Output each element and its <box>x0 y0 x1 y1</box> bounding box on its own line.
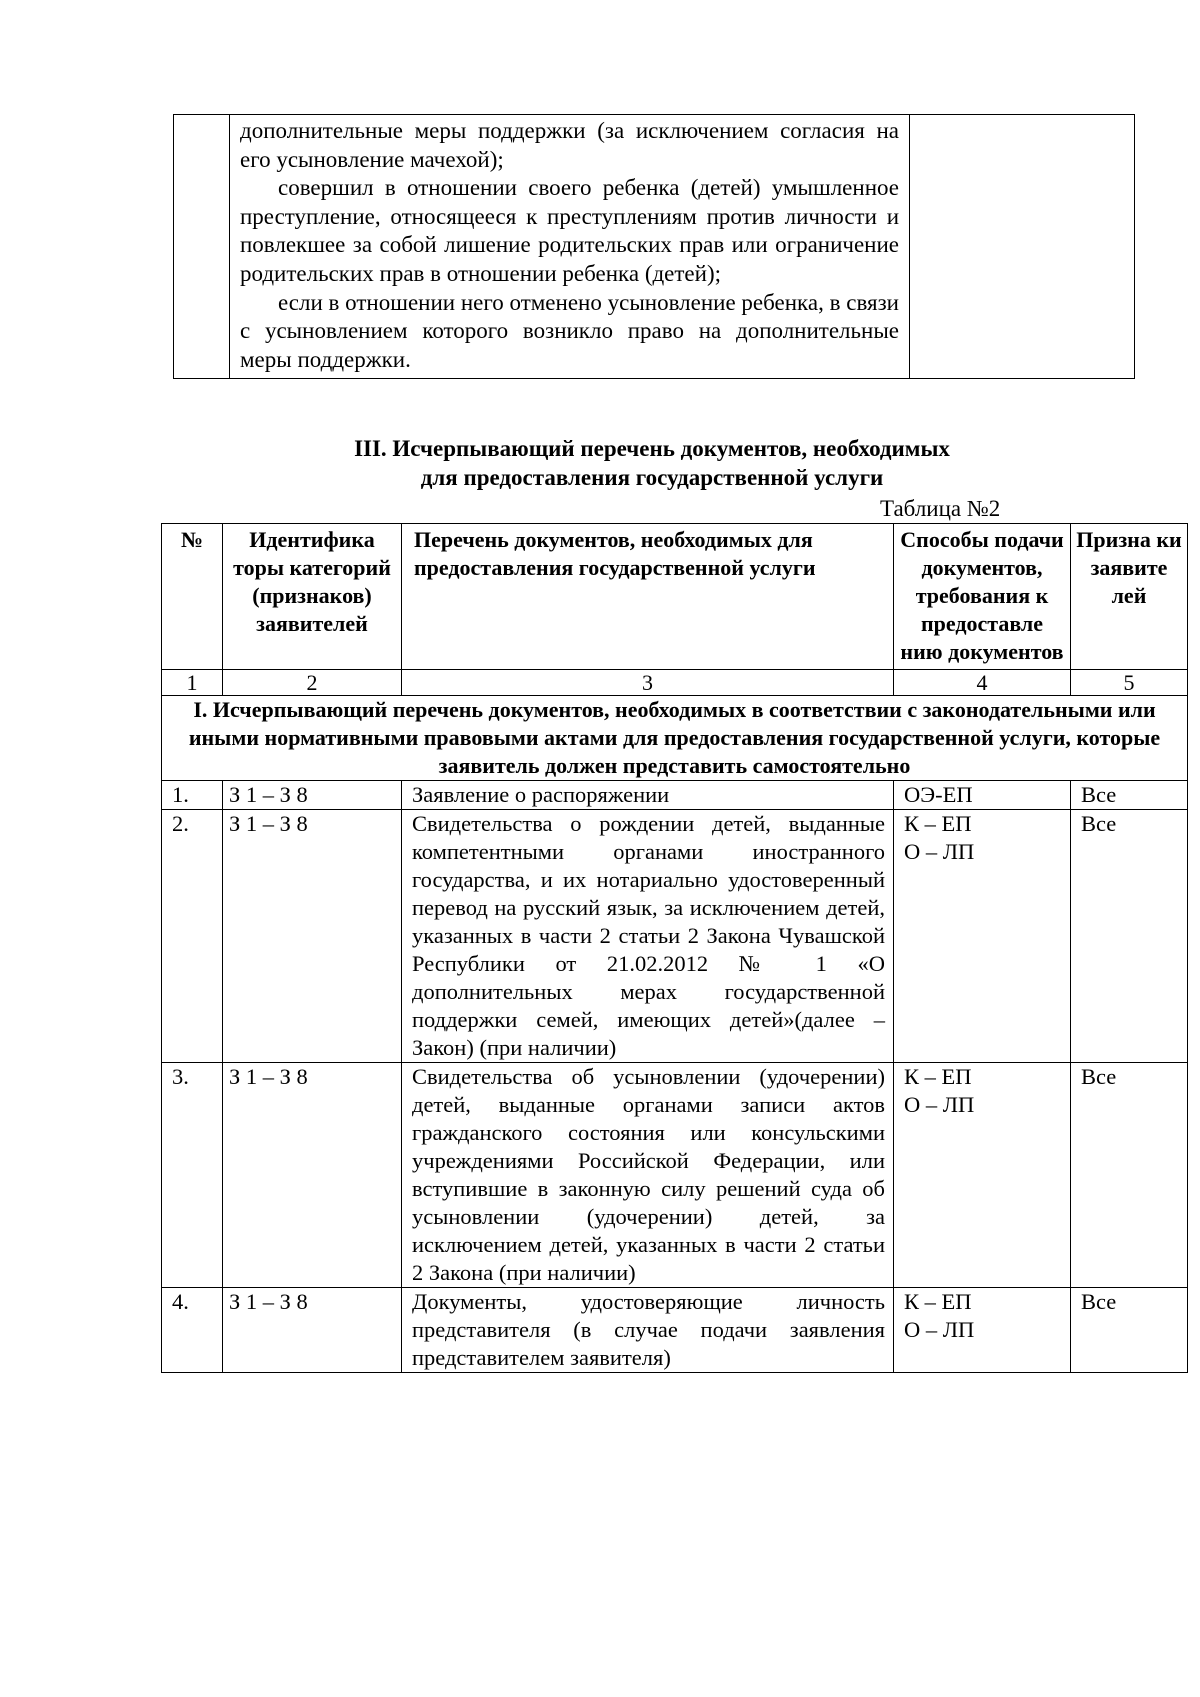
column-number: 2 <box>223 670 402 696</box>
row-number: 1. <box>162 781 223 810</box>
section-title-line-1: III. Исчерпывающий перечень документов, необходимых <box>354 436 950 461</box>
header-submission-methods: Способы подачи документов, требования к предоставле нию документов <box>894 524 1071 670</box>
header-applicant-signs: Призна ки заявите лей <box>1071 524 1188 670</box>
group-title: I. Исчерпывающий перечень документов, необходимых в соответствии с законодательными или иными нормативными правовыми актами для предоставления государственной услуги, которые заявитель должен представить самостоятельно <box>162 696 1188 781</box>
section-title-line-2: для предоставления государственной услуги <box>420 465 884 490</box>
continuation-paragraph: совершил в отношении своего ребенка (детей) умышленное преступление, относящееся к преступлениям против личности и повлекшее за собой лишение родительских прав или ограничение родительских прав в отношении ребенка (детей); <box>240 175 899 286</box>
continuation-number-cell <box>174 115 230 379</box>
submission-method: ОЭ-ЕП <box>904 782 973 807</box>
column-number-row <box>162 670 1188 696</box>
row-document: Заявление о распоряжении <box>402 781 894 810</box>
row-applicant-identifiers: З 1 – З 8 <box>223 810 402 1063</box>
table-header-row <box>162 524 1188 670</box>
row-submission-methods <box>894 1063 1071 1288</box>
documents-table <box>161 523 1188 1373</box>
table-caption: Таблица №2 <box>880 496 1001 521</box>
continuation-empty-cell <box>910 115 1135 379</box>
table-row <box>162 781 1188 810</box>
submission-method: К – ЕП <box>904 1064 972 1089</box>
continuation-paragraph: дополнительные меры поддержки (за исключением согласия на его усыновление мачехой); <box>240 118 899 172</box>
row-document: Свидетельства об усыновлении (удочерении) детей, выданные органами записи актов гражданского состояния или консульскими учреждениями Российской Федерации, или вступившие в законную силу решений суда об усыновлении (удочерении) детей, за исключением детей, указанных в части 2 статьи 2 Закона (при наличии) <box>402 1063 894 1288</box>
header-number: № <box>162 524 223 670</box>
group-title-row <box>162 696 1188 781</box>
row-applicant-identifiers: З 1 – З 8 <box>223 781 402 810</box>
continuation-paragraph: если в отношении него отменено усыновление ребенка, в связи с усыновлением которого возникло право на дополнительные меры поддержки. <box>240 289 899 372</box>
submission-method: О – ЛП <box>904 1092 975 1117</box>
row-applicant-signs: Все <box>1071 1288 1188 1373</box>
column-number: 5 <box>1071 670 1188 696</box>
column-number: 3 <box>402 670 894 696</box>
column-number: 4 <box>894 670 1071 696</box>
row-document: Документы, удостоверяющие личность представителя (в случае подачи заявления представителем заявителя) <box>402 1288 894 1373</box>
row-submission-methods <box>894 781 1071 810</box>
row-number: 4. <box>162 1288 223 1373</box>
submission-method: К – ЕП <box>904 1289 972 1314</box>
row-number: 3. <box>162 1063 223 1288</box>
row-document: Свидетельства о рождении детей, выданные компетентными органами иностранного государства, и их нотариально удостоверенный перевод на русский язык, за исключением детей, указанных в части 2 статьи 2 Закона Чувашской Республики от 21.02.2012 № 1 «О дополнительных мерах государственной поддержки семей, имеющих детей»(далее – Закон) (при наличии) <box>402 810 894 1063</box>
table-row <box>162 810 1188 1063</box>
row-applicant-signs: Все <box>1071 810 1188 1063</box>
continuation-text-cell <box>230 115 910 379</box>
submission-method: О – ЛП <box>904 1317 975 1342</box>
section-title <box>173 434 1131 492</box>
row-number: 2. <box>162 810 223 1063</box>
submission-method: О – ЛП <box>904 839 975 864</box>
header-applicant-identifiers: Идентифика торы категорий (признаков) заявителей <box>223 524 402 670</box>
row-submission-methods <box>894 1288 1071 1373</box>
row-applicant-identifiers: З 1 – З 8 <box>223 1063 402 1288</box>
table-row <box>162 1288 1188 1373</box>
row-submission-methods <box>894 810 1071 1063</box>
continuation-text <box>230 115 909 378</box>
row-applicant-identifiers: З 1 – З 8 <box>223 1288 402 1373</box>
continuation-table <box>173 114 1135 379</box>
row-applicant-signs: Все <box>1071 1063 1188 1288</box>
table-row <box>162 1063 1188 1288</box>
header-documents-list: Перечень документов, необходимых для предоставления государственной услуги <box>402 524 894 670</box>
submission-method: К – ЕП <box>904 811 972 836</box>
column-number: 1 <box>162 670 223 696</box>
row-applicant-signs: Все <box>1071 781 1188 810</box>
